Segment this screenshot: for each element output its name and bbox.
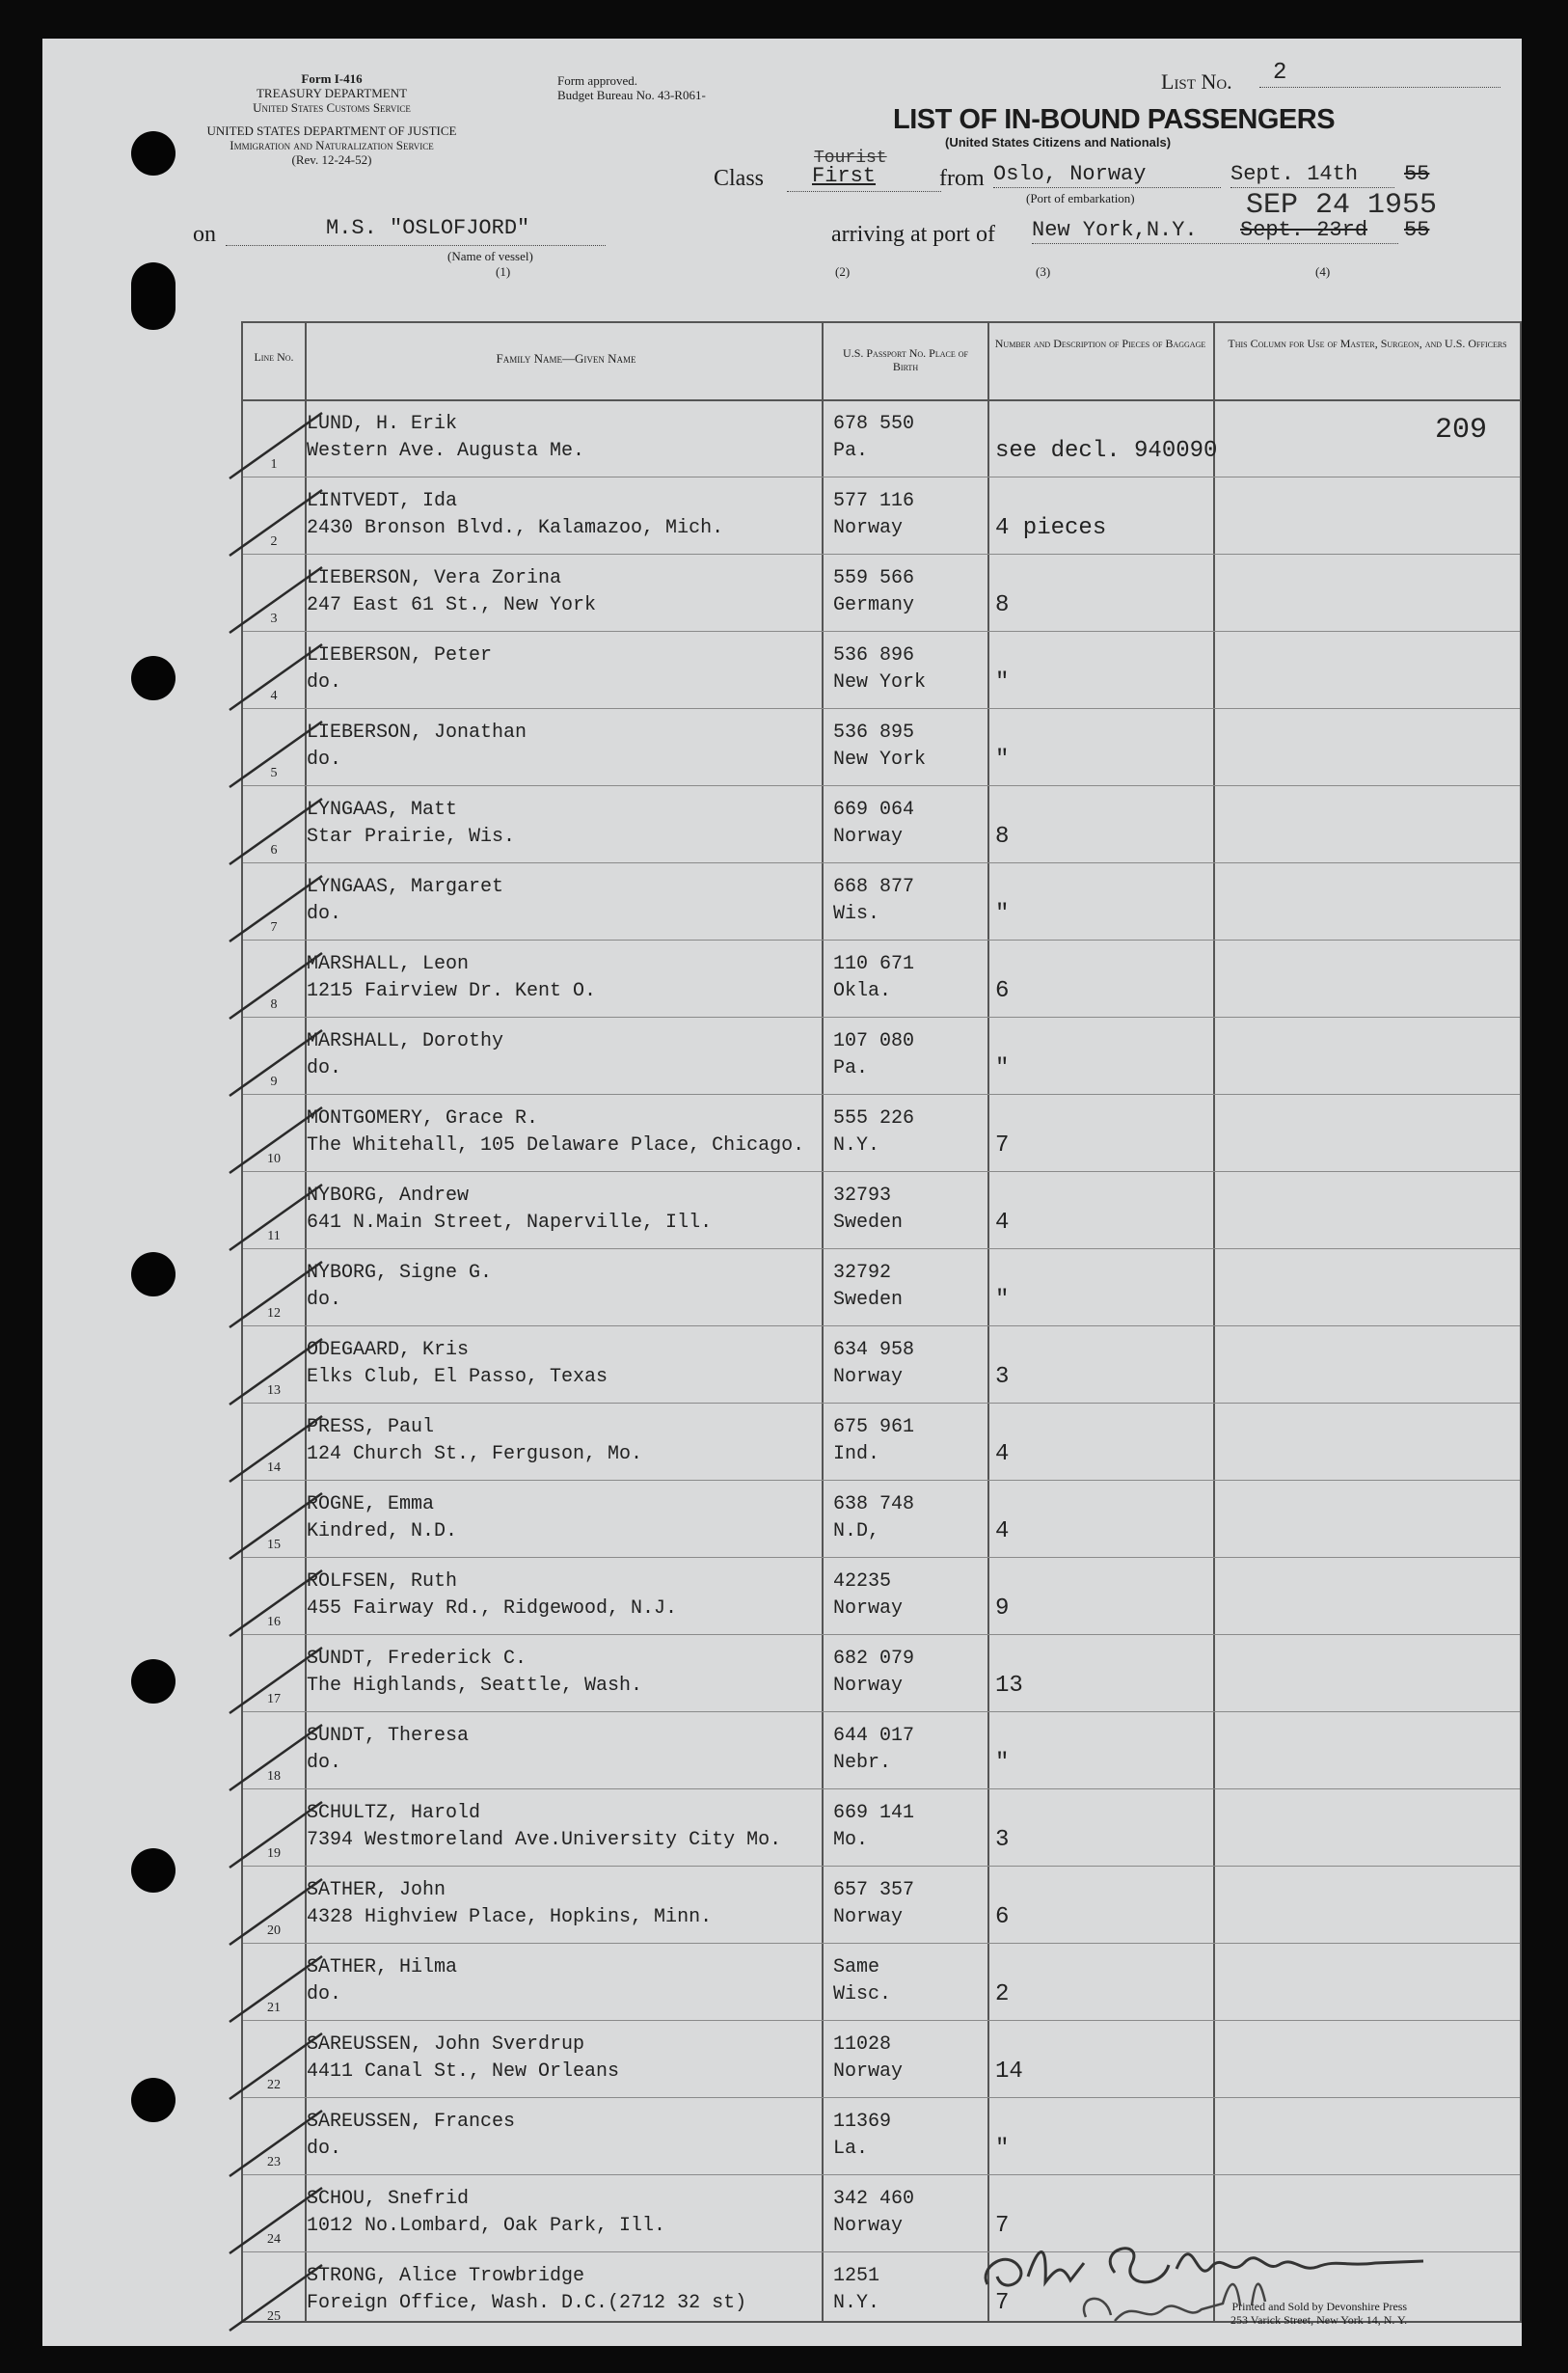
passenger-name: PRESS, Paul [307,1416,435,1438]
arrival-year: 55 [1404,218,1430,242]
place-of-birth: Wisc. [833,1983,892,2005]
baggage-count: 4 [995,1518,1010,1544]
place-of-birth: New York [833,749,927,771]
table-row [243,1325,1520,1404]
table-row [243,477,1520,555]
passenger-address: 124 Church St., Ferguson, Mo. [307,1443,643,1465]
passport-number: 675 961 [833,1416,915,1438]
passenger-address: 247 East 61 St., New York [307,594,597,616]
check-mark-icon [226,484,341,559]
passenger-table [241,321,1522,2323]
class-label: Class [714,166,765,191]
passport-number: 678 550 [833,413,915,435]
place-of-birth: Mo. [833,1829,869,1851]
passport-number: 42235 [833,1570,892,1593]
passenger-name: SATHER, John [307,1879,446,1901]
form-header-justice [158,123,505,167]
baggage-count: 6 [995,1904,1010,1930]
col2-caption: (2) [835,264,851,279]
from-value: Oslo, Norway [993,162,1147,186]
passenger-name: SCHULTZ, Harold [307,1802,481,1824]
table-row [243,399,1520,477]
check-mark-icon [226,407,341,482]
check-mark-icon [226,1719,341,1794]
passport-number: 11028 [833,2033,892,2056]
passport-number: 555 226 [833,1107,915,1130]
passenger-address: Western Ave. Augusta Me. [307,440,585,462]
line-number: 3 [270,612,278,626]
place-of-birth: New York [833,671,927,694]
place-of-birth: Nebr. [833,1752,892,1774]
page-title: LIST OF IN-BOUND PASSENGERS [893,104,1336,135]
baggage-count: 2 [995,1981,1010,2007]
place-of-birth: La. [833,2138,869,2160]
class-overstrike: Tourist [814,149,887,168]
check-mark-icon [226,1333,341,1408]
passport-number: 644 017 [833,1725,915,1747]
passport-number: 1251 [833,2265,880,2287]
table-row [243,940,1520,1018]
table-row [243,554,1520,632]
place-of-birth: Sweden [833,1289,904,1311]
place-of-birth: Okla. [833,980,892,1002]
line-number: 13 [267,1383,281,1398]
form-header [187,71,476,115]
place-of-birth: Sweden [833,1212,904,1234]
passenger-address: 455 Fairway Rd., Ridgewood, N.J. [307,1597,678,1620]
on-label: on [193,222,216,247]
passenger-name: MARSHALL, Leon [307,953,470,975]
passenger-address: Foreign Office, Wash. D.C.(2712 32 st) [307,2292,747,2314]
passport-number: 668 877 [833,876,915,898]
table-row [243,1943,1520,2021]
place-of-birth: Germany [833,594,915,616]
class-value: First [812,164,877,188]
dept-treasury: TREASURY DEPARTMENT [256,86,408,100]
line-number: 19 [267,1846,281,1861]
baggage-count: see decl. 940090 [995,438,1218,464]
table-row [243,1248,1520,1326]
page-subtitle: (United States Citizens and Nationals) [945,135,1172,150]
passenger-name: ODEGAARD, Kris [307,1339,470,1361]
baggage-count: " [995,1750,1010,1776]
check-mark-icon [226,1179,341,1254]
line-number: 12 [267,1306,281,1321]
line-number: 17 [267,1692,281,1706]
place-of-birth: Norway [833,517,904,539]
passenger-name: ROGNE, Emma [307,1493,435,1515]
place-of-birth: Norway [833,826,904,848]
passenger-name: SUNDT, Theresa [307,1725,470,1747]
baggage-count: 6 [995,978,1010,1004]
passenger-name: SCHOU, Snefrid [307,2188,470,2210]
baggage-count: 4 [995,1210,1010,1236]
list-no-value: 2 [1273,60,1287,86]
check-mark-icon [226,639,341,714]
passenger-address: do. [307,1983,342,2005]
passenger-address: The Whitehall, 105 Delaware Place, Chicago. [307,1134,805,1157]
passenger-address: do. [307,1057,342,1079]
baggage-count: " [995,1287,1010,1313]
baggage-count: " [995,2136,1010,2162]
passenger-address: 7394 Westmoreland Ave.University City Mo. [307,1829,782,1851]
passenger-name: LUND, H. Erik [307,413,458,435]
table-row [243,1634,1520,1712]
passenger-name: MARSHALL, Dorothy [307,1030,504,1052]
form-approval [557,73,770,102]
departure-year: 55 [1404,162,1430,186]
table-row [243,631,1520,709]
col4-caption: (4) [1315,264,1331,279]
baggage-count: 13 [995,1673,1023,1699]
line-number: 6 [270,843,278,858]
table-row [243,2020,1520,2098]
header-baggage: Number and Description of Pieces of Baggage [994,337,1206,350]
table-row [243,785,1520,863]
place-of-birth: Pa. [833,1057,869,1079]
check-mark-icon [226,1102,341,1177]
passenger-address: do. [307,903,342,925]
line-number: 24 [267,2232,281,2247]
place-of-birth: Wis. [833,903,880,925]
check-mark-icon [226,1796,341,1871]
passenger-name: LINTVEDT, Ida [307,490,458,512]
line-number: 9 [270,1075,278,1089]
table-row [243,1171,1520,1249]
passenger-address: do. [307,671,342,694]
table-row [243,708,1520,786]
passenger-address: 1012 No.Lombard, Oak Park, Ill. [307,2215,666,2237]
check-mark-icon [226,1565,341,1640]
passport-number: 638 748 [833,1493,915,1515]
line-number: 22 [267,2078,281,2092]
printer-credit [1230,2300,1407,2327]
baggage-count: 9 [995,1596,1010,1622]
passenger-name: NYBORG, Signe G. [307,1262,493,1284]
baggage-count: " [995,747,1010,773]
baggage-count: 8 [995,824,1010,850]
vessel-caption: (Name of vessel) [447,249,533,263]
punch-hole [131,2078,176,2122]
punch-hole [131,1848,176,1893]
passenger-address: 1215 Fairview Dr. Kent O. [307,980,597,1002]
place-of-birth: Pa. [833,440,869,462]
table-row [243,1094,1520,1172]
line-number: 11 [267,1229,281,1243]
passport-number: 669 064 [833,799,915,821]
from-label: from [939,166,985,191]
passport-number: 32793 [833,1185,892,1207]
check-mark-icon [226,1642,341,1717]
line-number: 7 [270,920,278,935]
passenger-name: LIEBERSON, Jonathan [307,722,527,744]
form-number: Form I-416 [301,71,363,86]
passport-number: Same [833,1956,880,1978]
passenger-address: 2430 Bronson Blvd., Kalamazoo, Mich. [307,517,724,539]
check-mark-icon [226,1024,341,1100]
passenger-name: SATHER, Hilma [307,1956,458,1978]
header-name: Family Name—Given Name [496,351,636,366]
punch-hole [131,262,176,330]
place-of-birth: Norway [833,2060,904,2083]
passenger-address: Elks Club, El Passo, Texas [307,1366,608,1388]
header-line-no: Line No. [254,350,294,364]
check-mark-icon [226,1256,341,1331]
line-number: 18 [267,1769,281,1784]
table-row [243,1711,1520,1789]
table-row [243,1788,1520,1867]
passenger-address: do. [307,749,342,771]
passport-number: 669 141 [833,1802,915,1824]
line-number: 5 [270,766,278,780]
line-number: 15 [267,1538,281,1552]
place-of-birth: N.Y. [833,2292,880,2314]
baggage-count: 4 pieces [995,515,1107,541]
place-of-birth: Norway [833,1366,904,1388]
form-revision: (Rev. 12-24-52) [291,152,372,167]
place-of-birth: Norway [833,1597,904,1620]
punch-hole [131,1659,176,1704]
line-number: 25 [267,2309,281,2324]
baggage-count: 14 [995,2059,1023,2085]
check-mark-icon [226,2028,341,2103]
passenger-name: SAREUSSEN, Frances [307,2111,516,2133]
passenger-address: do. [307,1289,342,1311]
vessel-name: M.S. "OSLOFJORD" [326,216,530,240]
passenger-address: 4411 Canal St., New Orleans [307,2060,620,2083]
check-mark-icon [226,1950,341,2026]
passenger-address: do. [307,1752,342,1774]
check-mark-icon [226,2259,341,2334]
check-mark-icon [226,1873,341,1949]
passport-number: 536 895 [833,722,915,744]
header-officers: This Column for Use of Master, Surgeon, and U.S. Officers [1228,337,1507,350]
table-row [243,1480,1520,1558]
line-number: 1 [270,457,278,472]
port-caption: (Port of embarkation) [1026,191,1135,205]
line-number: 21 [267,2001,281,2015]
passport-number: 634 958 [833,1339,915,1361]
line-number: 16 [267,1615,281,1629]
baggage-count: 8 [995,592,1010,618]
arriving-label: arriving at port of [831,222,995,247]
baggage-count: 7 [995,2290,1010,2316]
passenger-name: MONTGOMERY, Grace R. [307,1107,539,1130]
check-mark-icon [226,947,341,1023]
place-of-birth: Norway [833,2215,904,2237]
check-mark-icon [226,561,341,637]
header-passport: U.S. Passport No. Place of Birth [843,346,968,373]
check-mark-icon [226,1487,341,1563]
arrival-stamp: SEP 24 1955 [1246,189,1438,222]
place-of-birth: N.D, [833,1520,880,1542]
line-number: 14 [267,1460,281,1475]
passenger-address: Kindred, N.D. [307,1520,458,1542]
check-mark-icon [226,1410,341,1486]
table-row [243,1403,1520,1481]
dept-customs: United States Customs Service [253,100,411,115]
passenger-name: STRONG, Alice Trowbridge [307,2265,585,2287]
passport-number: 11369 [833,2111,892,2133]
baggage-count: " [995,901,1010,927]
baggage-count: 3 [995,1827,1010,1853]
place-of-birth: Norway [833,1906,904,1928]
table-row [243,2097,1520,2175]
passenger-address: The Highlands, Seattle, Wash. [307,1675,643,1697]
place-of-birth: Ind. [833,1443,880,1465]
passenger-name: ROLFSEN, Ruth [307,1570,458,1593]
punch-hole [131,656,176,700]
passport-number: 577 116 [833,490,915,512]
baggage-count: 7 [995,2213,1010,2239]
departure-date: Sept. 14th [1230,162,1359,186]
col3-caption: (3) [1036,264,1051,279]
passenger-address: do. [307,2138,342,2160]
passenger-address: Star Prairie, Wis. [307,826,516,848]
punch-hole [131,1252,176,1296]
table-row [243,1866,1520,1944]
passenger-name: SUNDT, Frederick C. [307,1648,527,1670]
dept-justice: UNITED STATES DEPARTMENT OF JUSTICE [206,123,457,138]
passenger-name: LYNGAAS, Margaret [307,876,504,898]
baggage-count: 7 [995,1132,1010,1159]
table-row [243,1017,1520,1095]
passenger-address: 641 N.Main Street, Naperville, Ill. [307,1212,713,1234]
check-mark-icon [226,793,341,868]
passport-number: 536 896 [833,644,915,667]
passenger-name: SAREUSSEN, John Sverdrup [307,2033,585,2056]
passport-number: 559 566 [833,567,915,589]
table-row [243,862,1520,941]
place-of-birth: Norway [833,1675,904,1697]
baggage-count: " [995,669,1010,696]
passport-number: 107 080 [833,1030,915,1052]
passenger-name: NYBORG, Andrew [307,1185,470,1207]
check-mark-icon [226,870,341,945]
list-no-label: List No. [1161,69,1232,94]
officer-mark: 209 [1435,414,1488,447]
passport-number: 342 460 [833,2188,915,2210]
baggage-count: " [995,1055,1010,1081]
table-row [243,1557,1520,1635]
passport-number: 682 079 [833,1648,915,1670]
line-number: 20 [267,1923,281,1938]
budget-bureau: Budget Bureau No. 43-R061- [557,88,706,102]
passenger-name: LIEBERSON, Vera Zorina [307,567,562,589]
line-number: 23 [267,2155,281,2169]
passenger-name: LYNGAAS, Matt [307,799,458,821]
line-number: 10 [267,1152,281,1166]
passport-number: 657 357 [833,1879,915,1901]
passport-number: 110 671 [833,953,915,975]
line-number: 2 [270,534,278,549]
arrival-date: Sept. 23rd [1240,218,1368,242]
form-approved: Form approved. [557,73,638,88]
baggage-count: 3 [995,1364,1010,1390]
arriving-port: New York,N.Y. [1032,218,1198,242]
col1-caption: (1) [496,264,511,279]
printer-name: Printed and Sold by Devonshire Press [1231,2300,1408,2313]
check-mark-icon [226,716,341,791]
place-of-birth: N.Y. [833,1134,880,1157]
dept-ins: Immigration and Naturalization Service [230,138,434,152]
manifest-sheet [42,39,1522,2346]
line-number: 4 [270,689,278,703]
passport-number: 32792 [833,1262,892,1284]
check-mark-icon [226,2105,341,2180]
passenger-address: 4328 Highview Place, Hopkins, Minn. [307,1906,713,1928]
line-number: 8 [270,997,278,1012]
printer-address: 253 Varick Street, New York 14, N. Y. [1230,2313,1408,2327]
passenger-name: LIEBERSON, Peter [307,644,493,667]
baggage-count: 4 [995,1441,1010,1467]
check-mark-icon [226,2182,341,2257]
